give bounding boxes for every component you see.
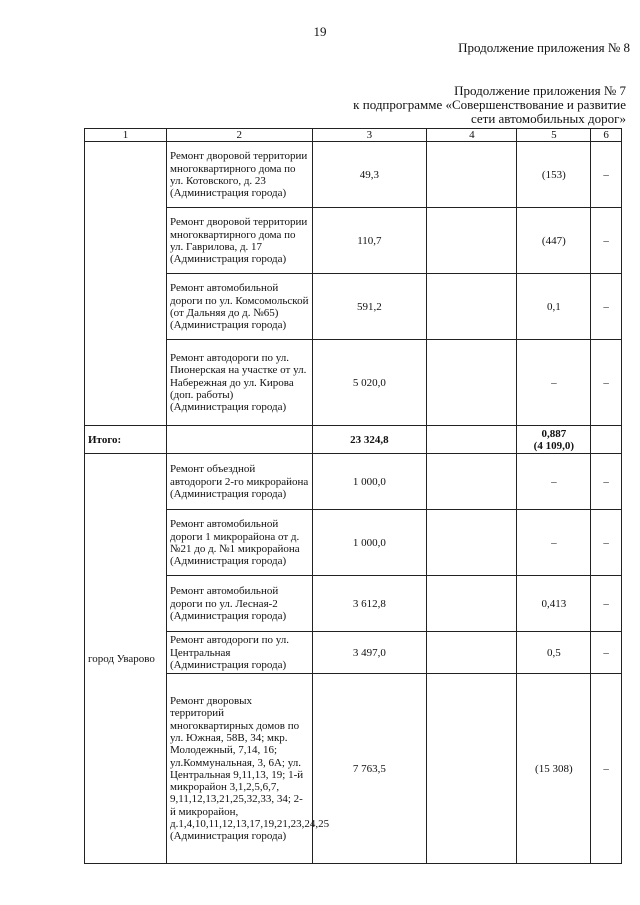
- column6-cell: –: [591, 632, 622, 674]
- amount-cell: 1 000,0: [312, 510, 427, 576]
- total-column4: [427, 426, 517, 454]
- work-description: Ремонт автомобильной дороги по ул. Комсомольской (от Дальняя до д. №65) (Администрация города): [166, 274, 312, 340]
- column5-cell: 0,413: [517, 576, 591, 632]
- total-column6: [591, 426, 622, 454]
- column5-cell: (153): [517, 142, 591, 208]
- amount-cell: 3 612,8: [312, 576, 427, 632]
- column5-cell: –: [517, 340, 591, 426]
- total-row: [85, 426, 622, 454]
- region-cell: город Уварово: [85, 454, 167, 864]
- amount-cell: 7 763,5: [312, 674, 427, 864]
- column6-cell: –: [591, 454, 622, 510]
- work-description: Ремонт дворовых территорий многоквартирных домов по ул. Южная, 58В, 34; мкр. Молодежный, 7,14, 16; ул.Коммунальная, 3, 6А; ул. Центральная 9,11,13, 19; 1-й микрорайон 3,1,2,5,6,7, 9,11,12,13,21,25,32,33, 34; 2-й микрорайон, д.1,4,10,11,12,13,17,19,21,23,24,25 (Администрация города): [166, 674, 312, 864]
- column6-cell: –: [591, 576, 622, 632]
- sub-appendix-line2: к подпрограмме «Совершенствование и развитие: [353, 97, 626, 112]
- column5-cell: (447): [517, 208, 591, 274]
- column4-cell: [427, 454, 517, 510]
- column4-cell: [427, 208, 517, 274]
- work-description: Ремонт автодороги по ул. Пионерская на участке от ул. Набережная до ул. Кирова (доп. работы) (Администрация города): [166, 340, 312, 426]
- table-row: [85, 454, 622, 510]
- total-column5-line2: (4 109,0): [533, 439, 574, 452]
- column-header: 1: [85, 129, 167, 142]
- work-description: Ремонт дворовой территории многоквартирного дома по ул. Гаврилова, д. 17 (Администрация города): [166, 208, 312, 274]
- work-description: Ремонт объездной автодороги 2-го микрорайона (Администрация города): [166, 454, 312, 510]
- column5-cell: –: [517, 510, 591, 576]
- column4-cell: [427, 510, 517, 576]
- column6-cell: –: [591, 142, 622, 208]
- column5-cell: 0,5: [517, 632, 591, 674]
- table-header-row: [85, 129, 622, 142]
- column6-cell: –: [591, 340, 622, 426]
- column4-cell: [427, 576, 517, 632]
- total-amount: 23 324,8: [312, 426, 427, 454]
- column-header: 5: [517, 129, 591, 142]
- total-label: Итого:: [85, 426, 167, 454]
- amount-cell: 1 000,0: [312, 454, 427, 510]
- total-description: [166, 426, 312, 454]
- sub-appendix-line1: Продолжение приложения № 7: [454, 83, 626, 98]
- column4-cell: [427, 632, 517, 674]
- column4-cell: [427, 142, 517, 208]
- column5-cell: –: [517, 454, 591, 510]
- work-description: Ремонт дворовой территории многоквартирного дома по ул. Котовского, д. 23 (Администрация города): [166, 142, 312, 208]
- work-description: Ремонт автомобильной дороги по ул. Лесная-2 (Администрация города): [166, 576, 312, 632]
- column5-cell: 0,1: [517, 274, 591, 340]
- roads-table: [84, 128, 622, 864]
- column-header: 6: [591, 129, 622, 142]
- sub-appendix-line3: сети автомобильных дорог»: [470, 111, 626, 126]
- amount-cell: 49,3: [312, 142, 427, 208]
- column-header: 2: [166, 129, 312, 142]
- table-row: [85, 142, 622, 208]
- column6-cell: –: [591, 510, 622, 576]
- amount-cell: 3 497,0: [312, 632, 427, 674]
- total-column5: [517, 426, 591, 454]
- amount-cell: 110,7: [312, 208, 427, 274]
- work-description: Ремонт автодороги по ул. Центральная (Администрация города): [166, 632, 312, 674]
- column6-cell: –: [591, 674, 622, 864]
- amount-cell: 591,2: [312, 274, 427, 340]
- column4-cell: [427, 274, 517, 340]
- column4-cell: [427, 340, 517, 426]
- page-number: 19: [313, 24, 327, 39]
- column-header: 3: [312, 129, 427, 142]
- work-description: Ремонт автомобильной дороги 1 микрорайона от д. №21 до д. №1 микрорайона (Администрация города): [166, 510, 312, 576]
- column6-cell: –: [591, 274, 622, 340]
- column4-cell: [427, 674, 517, 864]
- sub-appendix-heading: [353, 84, 626, 126]
- total-column5-line1: 0,887: [541, 427, 567, 440]
- appendix-continued-heading: Продолжение приложения № 8: [458, 40, 630, 55]
- region-cell: [85, 142, 167, 426]
- amount-cell: 5 020,0: [312, 340, 427, 426]
- column6-cell: –: [591, 208, 622, 274]
- column-header: 4: [427, 129, 517, 142]
- column5-cell: (15 308): [517, 674, 591, 864]
